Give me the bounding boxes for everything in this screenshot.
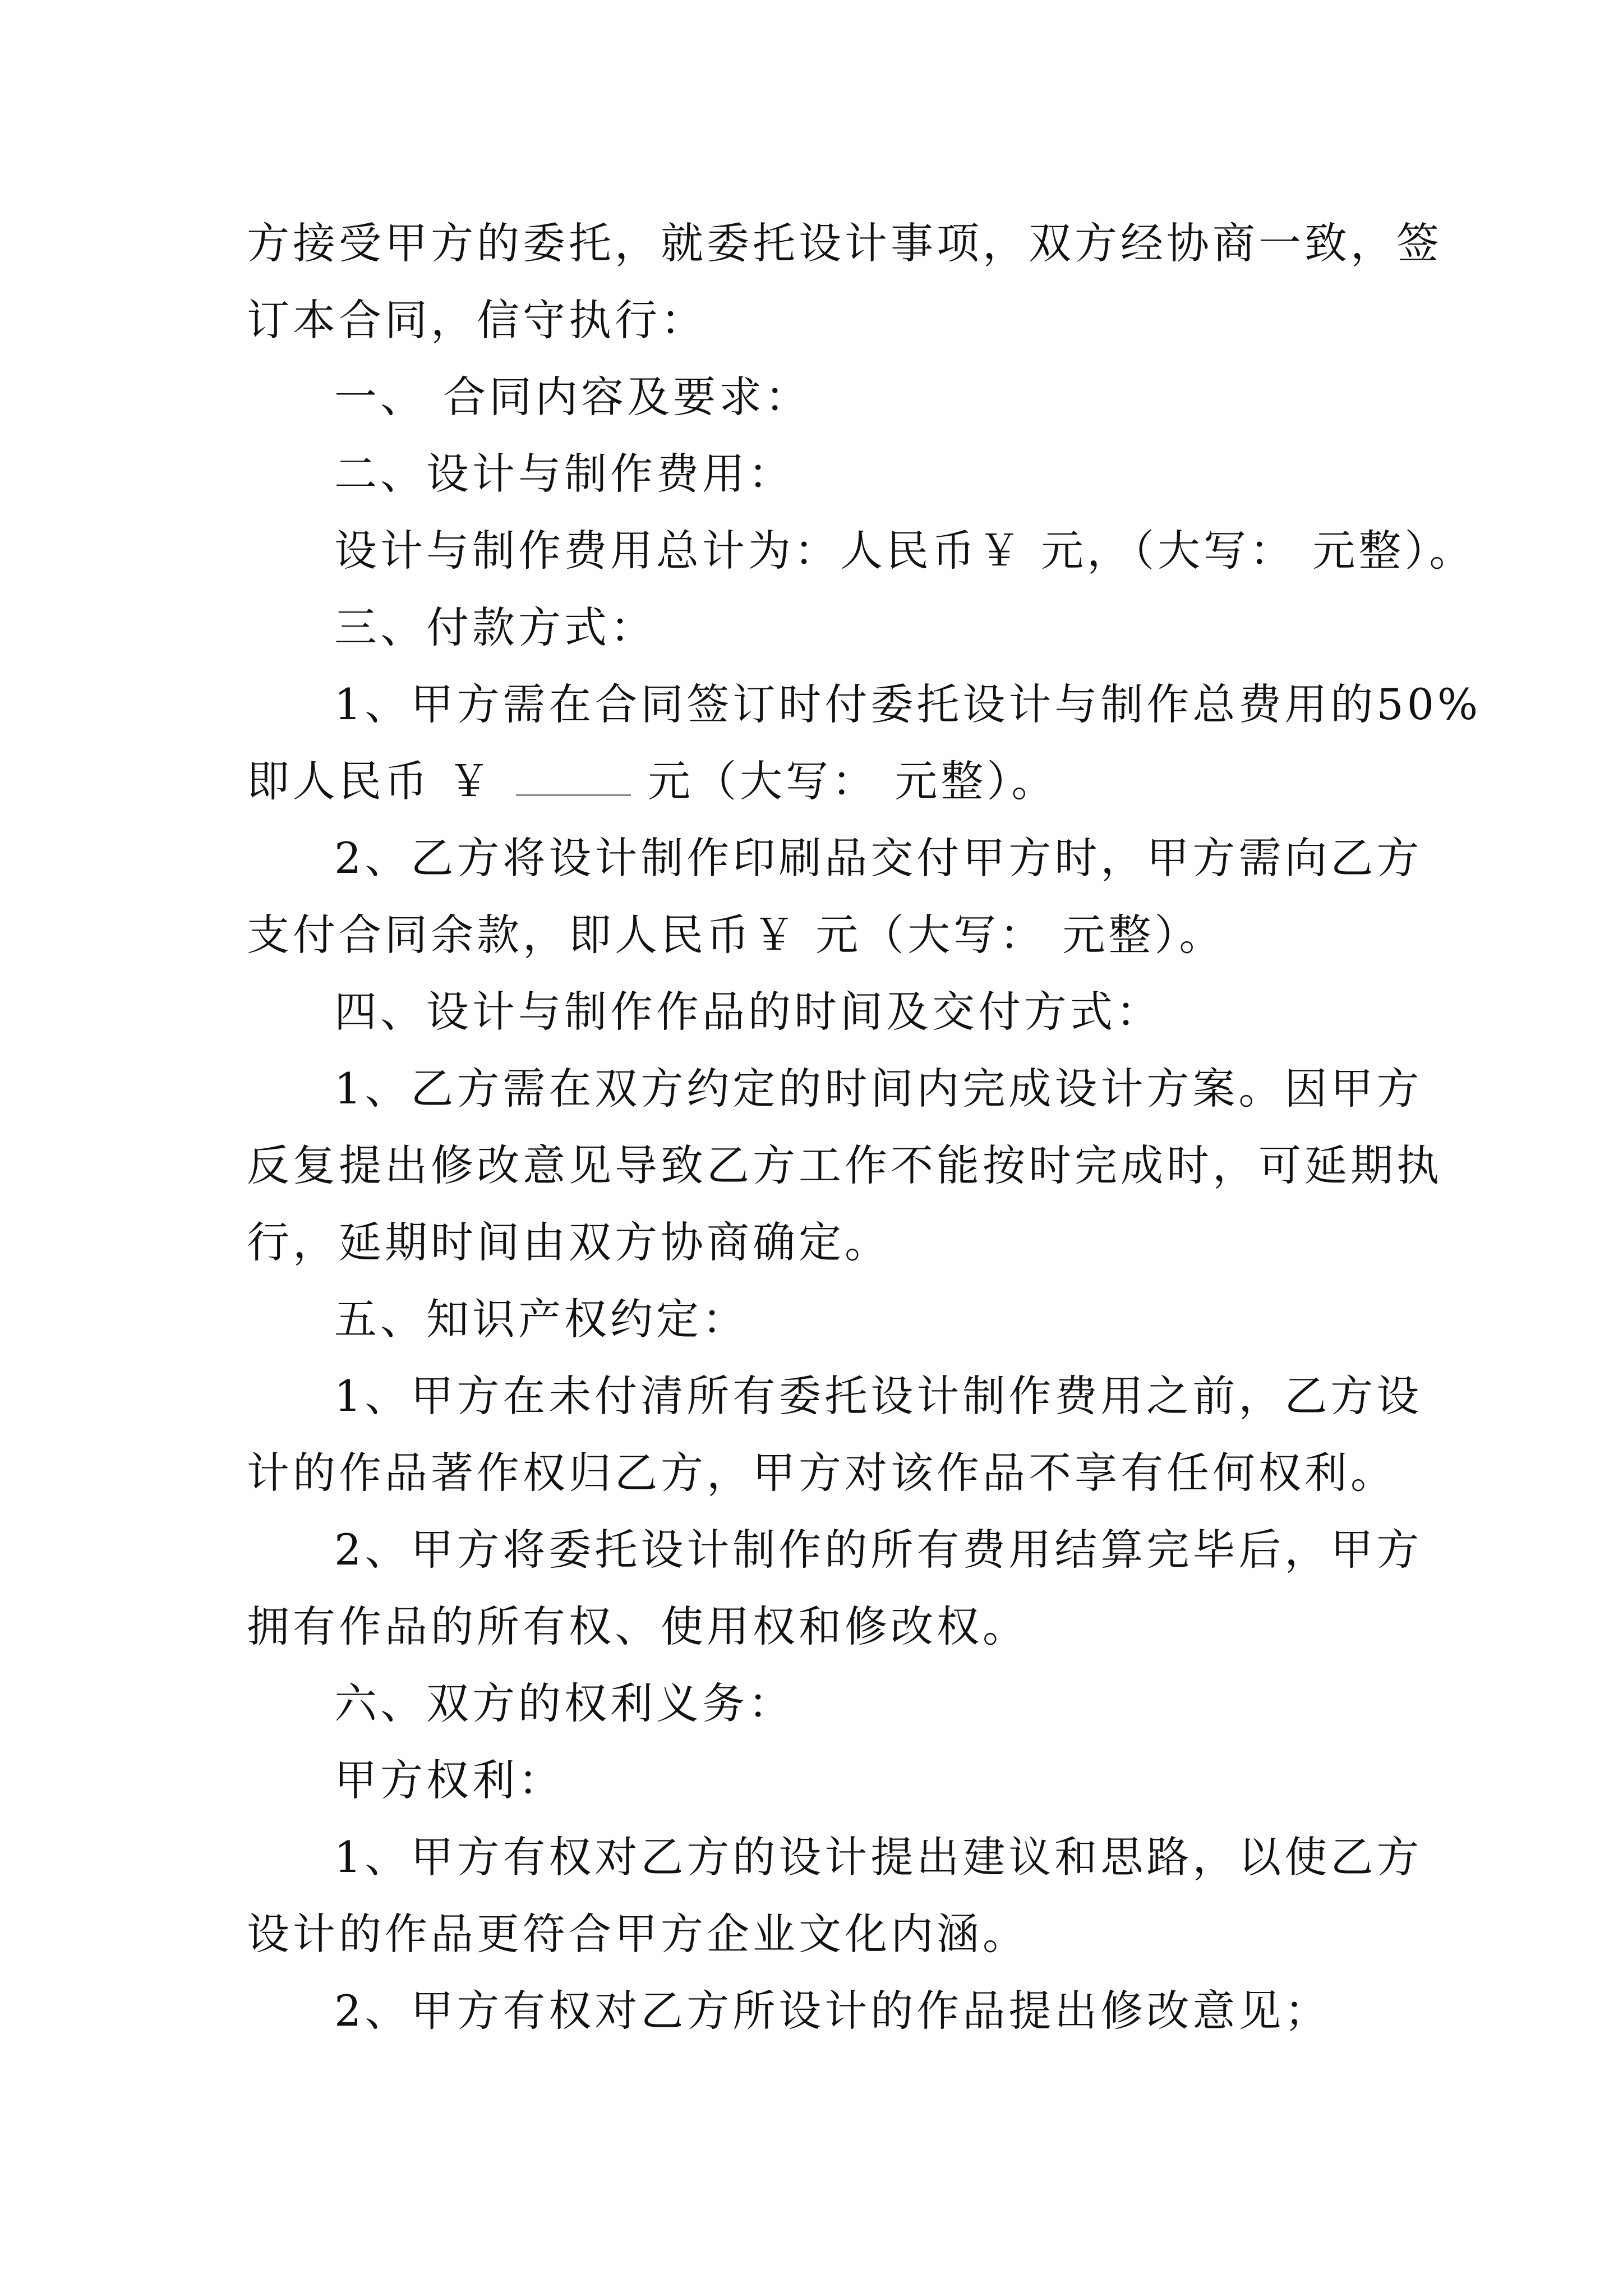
text-line: 1、甲方需在合同签订时付委托设计与制作总费用的50%: [334, 679, 1482, 729]
section-heading-1: 一、 合同内容及要求：: [334, 372, 811, 422]
subheading-party-a-rights: 甲方权利：: [334, 1755, 564, 1805]
text-line: 1、甲方在未付清所有委托设计制作费用之前，乙方设: [334, 1371, 1423, 1421]
section-heading-5: 五、知识产权约定：: [334, 1294, 748, 1344]
text-line: 1、乙方需在双方约定的时间内完成设计方案。因甲方: [334, 1064, 1423, 1114]
amount-line: [247, 753, 1057, 809]
section-heading-2: 二、设计与制作费用：: [334, 449, 794, 499]
text-span: 元（大写： 元整）。: [648, 756, 1058, 806]
text-line: 支付合同余款，即人民币￥ 元（大写： 元整）。: [247, 910, 1225, 960]
amount-blank: [516, 760, 631, 796]
section-heading-6: 六、双方的权利义务：: [334, 1678, 794, 1728]
text-line: 1、甲方有权对乙方的设计提出建议和思路，以使乙方: [334, 1832, 1423, 1882]
text-line: 2、甲方将委托设计制作的所有费用结算完毕后，甲方: [334, 1525, 1423, 1575]
text-line: 设计的作品更符合甲方企业文化内涵。: [247, 1909, 1029, 1959]
text-line: 设计与制作费用总计为：人民币￥ 元，（大写： 元整）。: [334, 526, 1476, 576]
text-span: 即人民币 ￥: [247, 756, 494, 806]
text-line: 拥有作品的所有权、使用权和修改权。: [247, 1602, 1029, 1651]
section-heading-3: 三、付款方式：: [334, 602, 656, 652]
text-line: 反复提出修改意见导致乙方工作不能按时完成时，可延期执: [247, 1140, 1442, 1190]
text-line: 方接受甲方的委托，就委托设计事项，双方经协商一致，签: [247, 218, 1442, 268]
text-line: 2、乙方将设计制作印刷品交付甲方时，甲方需向乙方: [334, 833, 1423, 883]
text-line: 行，延期时间由双方协商确定。: [247, 1217, 891, 1267]
section-heading-4: 四、设计与制作作品的时间及交付方式：: [334, 987, 1162, 1037]
text-line: 计的作品著作权归乙方，甲方对该作品不享有任何权利。: [247, 1448, 1396, 1498]
text-line: 订本合同，信守执行：: [247, 295, 707, 345]
text-line: 2、甲方有权对乙方所设计的作品提出修改意见；: [334, 1986, 1331, 2036]
